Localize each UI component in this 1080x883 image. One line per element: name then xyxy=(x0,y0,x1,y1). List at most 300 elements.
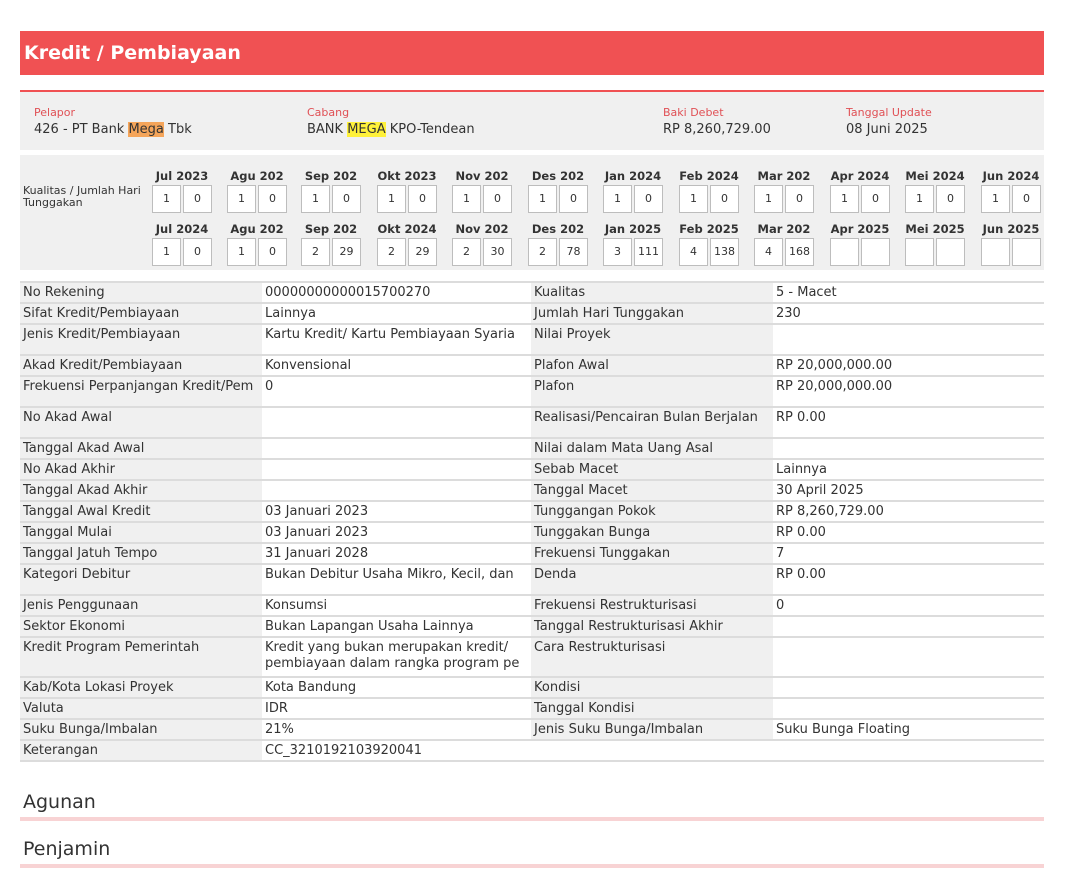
row-label xyxy=(531,459,773,480)
row-label-text: Akad Kredit/Pembiayaan xyxy=(23,358,183,373)
month-values xyxy=(830,185,890,213)
table-row xyxy=(20,522,1044,543)
row-value-text: RP 0.00 xyxy=(776,410,826,425)
row-value xyxy=(773,522,1044,543)
row-label-text: Realisasi/Pencairan Bulan Berjalan xyxy=(534,410,758,425)
table-row xyxy=(20,698,1044,719)
row-label xyxy=(531,637,773,677)
hari-tunggakan-value xyxy=(1012,238,1041,266)
month-name: Des 202 xyxy=(531,222,585,236)
row-label xyxy=(531,564,773,595)
row-label-text: Jumlah Hari Tunggakan xyxy=(534,306,684,321)
row-label-text: Kategori Debitur xyxy=(23,567,131,582)
row-value xyxy=(773,480,1044,501)
row-label xyxy=(20,376,262,407)
month-values xyxy=(528,185,588,213)
month-name: Sep 202 xyxy=(304,169,358,183)
row-value-text: CC_3210192103920041 xyxy=(265,743,422,758)
row-value-text: Lainnya xyxy=(265,306,316,321)
hari-tunggakan-value: 78 xyxy=(559,238,588,266)
month-values xyxy=(227,238,287,266)
month-values xyxy=(981,238,1041,266)
row-label xyxy=(20,501,262,522)
kualitas-value: 1 xyxy=(227,238,256,266)
section-agunan[interactable]: Agunan xyxy=(20,786,1044,821)
month-values xyxy=(301,238,361,266)
kualitas-label-line1: Kualitas / Jumlah Hari xyxy=(23,184,141,197)
kualitas-value: 2 xyxy=(528,238,557,266)
row-label xyxy=(531,282,773,303)
month-cell xyxy=(981,222,1041,266)
cabang-label: Cabang xyxy=(307,106,350,119)
row-label xyxy=(531,543,773,564)
row-label-text: Frekuensi Tunggakan xyxy=(534,546,671,561)
kualitas-value: 1 xyxy=(754,185,783,213)
row-value xyxy=(262,480,531,501)
month-values xyxy=(452,238,512,266)
row-value-text: Suku Bunga Floating xyxy=(776,722,910,737)
info-panel xyxy=(20,90,1044,150)
kualitas-value: 4 xyxy=(679,238,708,266)
row-value xyxy=(773,438,1044,459)
row-value xyxy=(262,543,531,564)
kualitas-value xyxy=(981,238,1010,266)
row-value xyxy=(262,740,531,761)
row-label-text: Kab/Kota Lokasi Proyek xyxy=(23,680,174,695)
month-values xyxy=(377,238,437,266)
row-label-text: Sebab Macet xyxy=(534,462,619,477)
row-label-text: Plafon Awal xyxy=(534,358,609,373)
row-label xyxy=(20,564,262,595)
table-row xyxy=(20,637,1044,677)
month-cell xyxy=(528,222,588,266)
row-value-text: RP 8,260,729.00 xyxy=(776,504,884,519)
page-title: Kredit / Pembiayaan xyxy=(20,31,1044,75)
hari-tunggakan-value: 29 xyxy=(408,238,437,266)
kualitas-label xyxy=(23,185,141,209)
month-values xyxy=(981,185,1041,213)
row-label xyxy=(20,324,262,355)
row-label xyxy=(531,324,773,355)
row-value xyxy=(262,459,531,480)
cabang-value xyxy=(307,121,475,139)
month-cell xyxy=(981,169,1041,213)
row-value xyxy=(773,719,1044,740)
month-name: Agu 202 xyxy=(230,169,284,183)
row-value-text: RP 20,000,000.00 xyxy=(776,379,893,394)
month-cell xyxy=(679,222,739,266)
kualitas-value: 1 xyxy=(452,185,481,213)
row-label xyxy=(531,303,773,324)
month-values xyxy=(377,185,437,213)
row-label-text: Kualitas xyxy=(534,285,586,300)
table-row xyxy=(20,740,1044,761)
row-value-text: 03 Januari 2023 xyxy=(265,504,369,519)
kualitas-value: 1 xyxy=(981,185,1010,213)
month-name: Jun 2025 xyxy=(982,222,1040,236)
row-label xyxy=(531,501,773,522)
row-value xyxy=(773,637,1044,677)
row-value-text: 0 xyxy=(265,379,274,394)
pelapor-value-prefix: 426 - PT Bank xyxy=(34,122,129,137)
month-values xyxy=(905,185,965,213)
row-value xyxy=(773,543,1044,564)
month-cell xyxy=(227,169,287,213)
row-label xyxy=(20,698,262,719)
hari-tunggakan-value: 0 xyxy=(258,238,287,266)
row-label-text: Tanggal Awal Kredit xyxy=(23,504,151,519)
row-label-text: Frekuensi Restrukturisasi xyxy=(534,598,697,613)
cabang-field xyxy=(307,106,475,139)
row-value-text-line2: pembiayaan dalam rangka program pe xyxy=(265,656,520,671)
month-name: Jun 2024 xyxy=(982,169,1040,183)
pelapor-field xyxy=(34,106,192,139)
row-label xyxy=(20,459,262,480)
month-cell xyxy=(754,222,814,266)
table-row xyxy=(20,324,1044,355)
row-label xyxy=(531,407,773,438)
row-value-text: RP 0.00 xyxy=(776,567,826,582)
month-values xyxy=(152,238,212,266)
row-label-text: Jenis Kredit/Pembiayaan xyxy=(23,327,181,342)
row-value xyxy=(773,740,1044,761)
kualitas-value: 1 xyxy=(603,185,632,213)
month-values xyxy=(754,185,814,213)
month-cell xyxy=(830,222,890,266)
hari-tunggakan-value: 0 xyxy=(183,238,212,266)
row-label-text: Nilai Proyek xyxy=(534,327,611,342)
table-row xyxy=(20,438,1044,459)
month-cell xyxy=(830,169,890,213)
row-value xyxy=(262,438,531,459)
month-name: Agu 202 xyxy=(230,222,284,236)
cabang-value-prefix: BANK xyxy=(307,122,348,137)
row-label-text: Tanggal Kondisi xyxy=(534,701,635,716)
row-label-text: Sifat Kredit/Pembiayaan xyxy=(23,306,180,321)
baki-debet-label: Baki Debet xyxy=(663,106,724,119)
section-penjamin[interactable]: Penjamin xyxy=(20,833,1044,868)
row-label xyxy=(20,543,262,564)
row-label-text: Suku Bunga/Imbalan xyxy=(23,722,158,737)
row-value xyxy=(773,595,1044,616)
row-label xyxy=(20,522,262,543)
row-label xyxy=(20,677,262,698)
kualitas-value: 2 xyxy=(377,238,406,266)
month-cell xyxy=(754,169,814,213)
row-label xyxy=(20,740,262,761)
row-value-text: 31 Januari 2028 xyxy=(265,546,369,561)
detail-table xyxy=(20,281,1044,762)
month-name: Sep 202 xyxy=(304,222,358,236)
tanggal-update-value: 08 Juni 2025 xyxy=(846,122,928,137)
row-label-text: No Rekening xyxy=(23,285,105,300)
table-row xyxy=(20,355,1044,376)
row-label-text: Tunggakan Bunga xyxy=(534,525,651,540)
month-name: Feb 2025 xyxy=(679,222,739,236)
month-cell xyxy=(905,222,965,266)
table-row xyxy=(20,616,1044,637)
row-value xyxy=(262,564,531,595)
row-label-text: Denda xyxy=(534,567,577,582)
row-label xyxy=(20,282,262,303)
row-value xyxy=(773,677,1044,698)
table-row xyxy=(20,480,1044,501)
month-values xyxy=(679,238,739,266)
row-label-text: Nilai dalam Mata Uang Asal xyxy=(534,441,713,456)
month-cell xyxy=(905,169,965,213)
hari-tunggakan-value: 0 xyxy=(483,185,512,213)
row-value-text: Kota Bandung xyxy=(265,680,357,695)
row-value xyxy=(773,698,1044,719)
month-cell xyxy=(152,222,212,266)
row-label xyxy=(20,480,262,501)
row-value xyxy=(773,324,1044,355)
pelapor-highlight: Mega xyxy=(128,122,164,137)
row-label xyxy=(531,719,773,740)
month-values xyxy=(603,238,663,266)
kualitas-value xyxy=(905,238,934,266)
row-value-text: Konsumsi xyxy=(265,598,328,613)
hari-tunggakan-value: 0 xyxy=(559,185,588,213)
row-label-text: Kondisi xyxy=(534,680,581,695)
row-value-text: Lainnya xyxy=(776,462,827,477)
month-cell xyxy=(603,222,663,266)
row-value xyxy=(773,355,1044,376)
kualitas-value: 1 xyxy=(905,185,934,213)
row-value xyxy=(773,501,1044,522)
month-name: Apr 2024 xyxy=(830,169,890,183)
month-values xyxy=(152,185,212,213)
row-value xyxy=(262,376,531,407)
row-value-text: IDR xyxy=(265,701,288,716)
row-label-text: Frekuensi Perpanjangan Kredit/Pem xyxy=(23,379,254,394)
month-name: Jul 2023 xyxy=(155,169,209,183)
hari-tunggakan-value: 0 xyxy=(258,185,287,213)
row-value-text: Konvensional xyxy=(265,358,352,373)
kualitas-value xyxy=(830,238,859,266)
table-row xyxy=(20,407,1044,438)
hari-tunggakan-value: 111 xyxy=(634,238,663,266)
row-value xyxy=(262,522,531,543)
row-value xyxy=(262,616,531,637)
row-label-text: Tunggangan Pokok xyxy=(534,504,656,519)
kualitas-value: 2 xyxy=(452,238,481,266)
row-value-text: 0 xyxy=(776,598,785,613)
row-value-text: 7 xyxy=(776,546,785,561)
row-value-text: Kredit yang bukan merupakan kredit/ xyxy=(265,640,509,655)
table-row xyxy=(20,376,1044,407)
table-row xyxy=(20,459,1044,480)
row-value xyxy=(262,719,531,740)
row-label xyxy=(20,407,262,438)
row-value-text: 30 April 2025 xyxy=(776,483,864,498)
month-cell xyxy=(377,222,437,266)
hari-tunggakan-value: 0 xyxy=(408,185,437,213)
month-cell xyxy=(301,169,361,213)
month-name: Mar 202 xyxy=(757,169,811,183)
row-label-text: Tanggal Akad Awal xyxy=(23,441,145,456)
row-value-text: 21% xyxy=(265,722,294,737)
row-label-text: Jenis Suku Bunga/Imbalan xyxy=(534,722,704,737)
hari-tunggakan-value: 0 xyxy=(332,185,361,213)
kualitas-value: 1 xyxy=(377,185,406,213)
row-label xyxy=(531,438,773,459)
row-label xyxy=(531,698,773,719)
hari-tunggakan-value: 0 xyxy=(634,185,663,213)
row-label xyxy=(20,637,262,677)
baki-debet-value: RP 8,260,729.00 xyxy=(663,122,771,137)
row-label xyxy=(531,522,773,543)
kualitas-value: 4 xyxy=(754,238,783,266)
table-row xyxy=(20,282,1044,303)
kualitas-value: 1 xyxy=(528,185,557,213)
row-label-text: No Akad Akhir xyxy=(23,462,115,477)
pelapor-value-suffix: Tbk xyxy=(163,122,192,137)
row-label-text: Tanggal Jatuh Tempo xyxy=(23,546,158,561)
row-value-text: 03 Januari 2023 xyxy=(265,525,369,540)
month-name: Des 202 xyxy=(531,169,585,183)
row-value xyxy=(262,355,531,376)
month-name: Jan 2025 xyxy=(604,222,662,236)
kualitas-label-line2: Tunggakan xyxy=(23,196,83,209)
tanggal-update-field xyxy=(846,106,932,139)
row-value xyxy=(262,637,531,677)
row-value xyxy=(262,303,531,324)
kualitas-value: 2 xyxy=(301,238,330,266)
row-value-text: Bukan Debitur Usaha Mikro, Kecil, dan xyxy=(265,567,514,582)
row-value xyxy=(262,407,531,438)
row-label xyxy=(531,740,773,761)
row-label-text: Tanggal Mulai xyxy=(23,525,112,540)
month-name: Okt 2024 xyxy=(377,222,437,236)
month-cell xyxy=(301,222,361,266)
table-row xyxy=(20,677,1044,698)
row-value-text: 00000000000015700270 xyxy=(265,285,431,300)
hari-tunggakan-value: 138 xyxy=(710,238,739,266)
month-cell xyxy=(603,169,663,213)
hari-tunggakan-value: 29 xyxy=(332,238,361,266)
row-value xyxy=(262,501,531,522)
month-values xyxy=(452,185,512,213)
row-value xyxy=(262,324,531,355)
month-values xyxy=(754,238,814,266)
row-label-text: Cara Restrukturisasi xyxy=(534,640,666,655)
month-name: Nov 202 xyxy=(455,169,509,183)
month-name: Apr 2025 xyxy=(830,222,890,236)
row-label xyxy=(20,595,262,616)
row-value xyxy=(773,564,1044,595)
row-value xyxy=(262,677,531,698)
row-value xyxy=(773,616,1044,637)
kualitas-value: 1 xyxy=(830,185,859,213)
table-row xyxy=(20,719,1044,740)
pelapor-value xyxy=(34,121,192,139)
hari-tunggakan-value: 168 xyxy=(785,238,814,266)
kualitas-value: 1 xyxy=(679,185,708,213)
month-cell xyxy=(452,169,512,213)
hari-tunggakan-value: 0 xyxy=(710,185,739,213)
row-label-text: Valuta xyxy=(23,701,64,716)
row-label xyxy=(531,677,773,698)
row-value-text: RP 0.00 xyxy=(776,525,826,540)
month-cell xyxy=(528,169,588,213)
row-label-text: Tanggal Restrukturisasi Akhir xyxy=(534,619,723,634)
month-name: Okt 2023 xyxy=(377,169,437,183)
row-label-text: Keterangan xyxy=(23,743,98,758)
hari-tunggakan-value xyxy=(861,238,890,266)
row-value xyxy=(773,303,1044,324)
month-cell xyxy=(679,169,739,213)
hari-tunggakan-value: 0 xyxy=(861,185,890,213)
row-label-text: Tanggal Macet xyxy=(534,483,628,498)
row-label xyxy=(531,376,773,407)
row-value xyxy=(773,376,1044,407)
row-label-text: Tanggal Akad Akhir xyxy=(23,483,148,498)
month-values xyxy=(830,238,890,266)
row-label-text: Jenis Penggunaan xyxy=(23,598,139,613)
row-value-text: 230 xyxy=(776,306,801,321)
month-cell xyxy=(227,222,287,266)
kualitas-value: 1 xyxy=(301,185,330,213)
month-values xyxy=(528,238,588,266)
month-name: Jan 2024 xyxy=(604,169,662,183)
kualitas-value: 1 xyxy=(152,185,181,213)
row-label-text: Plafon xyxy=(534,379,575,394)
hari-tunggakan-value: 0 xyxy=(785,185,814,213)
baki-debet-field xyxy=(663,106,771,139)
cabang-value-suffix: KPO-Tendean xyxy=(385,122,475,137)
month-values xyxy=(679,185,739,213)
month-cell xyxy=(377,169,437,213)
row-label xyxy=(531,595,773,616)
row-value xyxy=(262,282,531,303)
month-values xyxy=(301,185,361,213)
row-value-text: RP 20,000,000.00 xyxy=(776,358,893,373)
month-name: Mar 202 xyxy=(757,222,811,236)
month-cell xyxy=(452,222,512,266)
detail-table-body xyxy=(20,282,1044,761)
table-row xyxy=(20,543,1044,564)
month-values xyxy=(227,185,287,213)
row-value xyxy=(262,595,531,616)
table-row xyxy=(20,595,1044,616)
row-label-text: Sektor Ekonomi xyxy=(23,619,126,634)
row-label-text: No Akad Awal xyxy=(23,410,112,425)
hari-tunggakan-value: 0 xyxy=(183,185,212,213)
row-label xyxy=(20,438,262,459)
month-name: Nov 202 xyxy=(455,222,509,236)
row-label xyxy=(20,719,262,740)
kualitas-panel xyxy=(20,155,1044,270)
row-label xyxy=(531,616,773,637)
row-value xyxy=(773,407,1044,438)
month-cell xyxy=(152,169,212,213)
tanggal-update-label: Tanggal Update xyxy=(846,106,932,119)
row-label xyxy=(531,355,773,376)
row-label xyxy=(20,616,262,637)
pelapor-label: Pelapor xyxy=(34,106,76,119)
hari-tunggakan-value: 30 xyxy=(483,238,512,266)
row-label xyxy=(531,480,773,501)
table-row xyxy=(20,564,1044,595)
month-values xyxy=(603,185,663,213)
row-value-text: Bukan Lapangan Usaha Lainnya xyxy=(265,619,474,634)
hari-tunggakan-value: 0 xyxy=(936,185,965,213)
kualitas-value: 1 xyxy=(227,185,256,213)
row-label-text: Kredit Program Pemerintah xyxy=(23,640,200,655)
row-value xyxy=(262,698,531,719)
kualitas-value: 3 xyxy=(603,238,632,266)
